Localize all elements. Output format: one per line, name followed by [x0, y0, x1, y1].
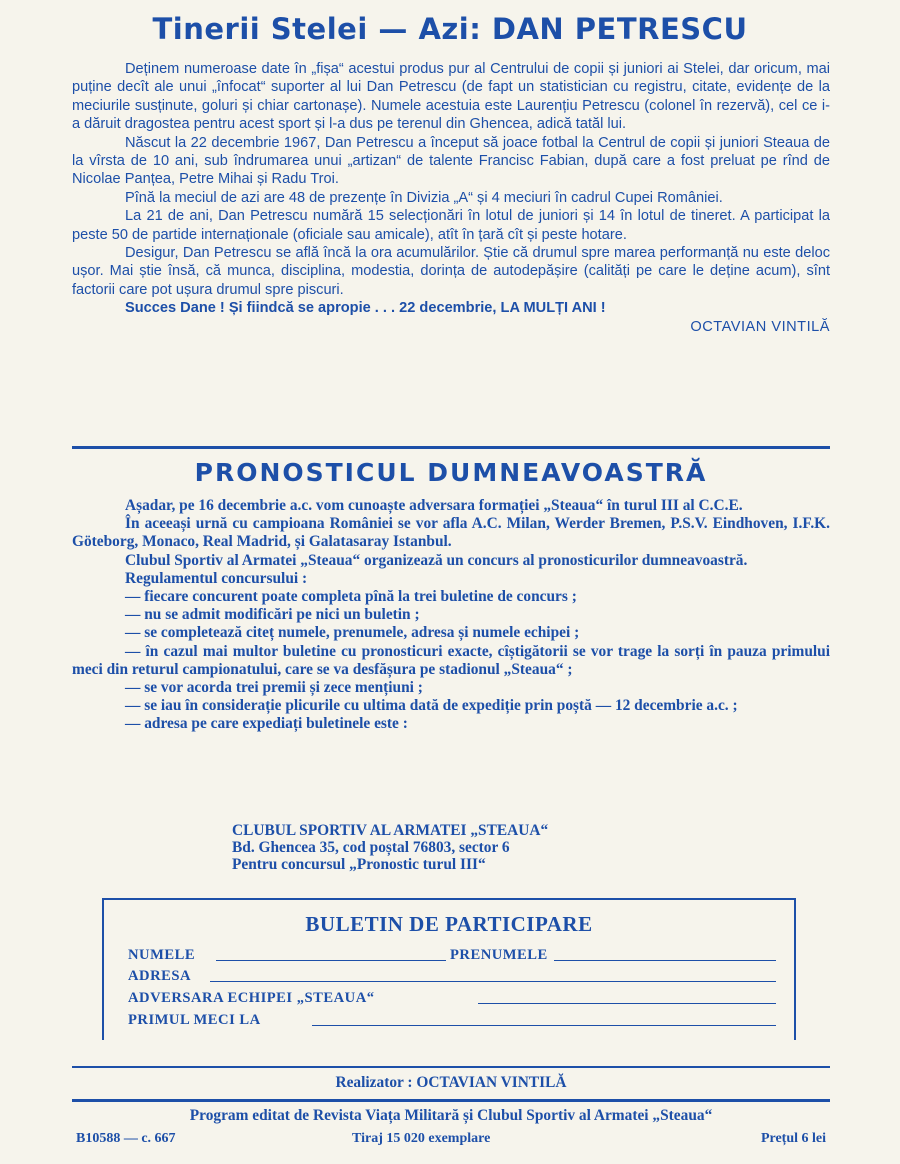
primul-meci-field[interactable]: [312, 1025, 776, 1026]
rule-item: — în cazul mai multor buletine cu pronosticuri exacte, cîștigătorii se vor trage la sorți în pauza primului meci din returul campionatului, care se va desfășura pe stadionul „Steaua“ ;: [72, 642, 830, 678]
prenumele-field[interactable]: [554, 960, 776, 961]
rule-item: — adresa pe care expediați buletinele este :: [125, 715, 408, 733]
rule-item: — fiecare concurent poate completa pînă la trei buletine de concurs ;: [125, 588, 577, 606]
footer-realizator: Realizator : OCTAVIAN VINTILĂ: [335, 1074, 567, 1091]
rule-item: — se iau în considerație plicurile cu ultima dată de expediție prin poștă — 12 decembrie a.c. ;: [125, 697, 738, 715]
adresa-field[interactable]: [210, 981, 776, 982]
address-line: Bd. Ghencea 35, cod poștal 76803, sector 6: [232, 839, 510, 856]
article-body: [72, 60, 830, 336]
contest-paragraph: Așadar, pe 16 decembrie a.c. vom cunoaște adversara formației „Steaua“ în turul III al C.C.E.: [125, 497, 743, 514]
footer-program: Program editat de Revista Viața Militară și Clubul Sportiv al Armatei „Steaua“: [189, 1107, 713, 1124]
article-paragraph: La 21 de ani, Dan Petrescu numără 15 selecționări în lotul de juniori și 14 în lotul de tineret. A participat la peste 50 de partide internaționale (oficiale sau amicale), atît în țară cît și peste hotare.: [72, 208, 830, 243]
print-run: Tiraj 15 020 exemplare: [352, 1131, 491, 1146]
article-greeting: Succes Dane ! Și fiindcă se apropie . . . 22 decembrie, LA MULȚI ANI !: [125, 300, 606, 317]
article-paragraph: Desigur, Dan Petrescu se află încă la ora acumulărilor. Știe că drumul spre marea performanță nu este deloc ușor. Mai știe însă, că munca, disciplina, modestia, dorința de autodepășire (calități pe care le deține acum), sînt factorii care pot ușura drumul spre piscuri.: [72, 245, 830, 298]
rule-item: — nu se admit modificări pe nici un buletin ;: [125, 606, 420, 624]
contest-title: PRONOSTICUL DUMNEAVOASTRĂ: [194, 458, 708, 487]
rule-item: — se vor acorda trei premii și zece mențiuni ;: [125, 679, 423, 697]
article-paragraph: Pînă la meciul de azi are 48 de prezențe în Divizia „A“ și 4 meciuri în cadrul Cupei României.: [125, 189, 723, 206]
numele-field[interactable]: [216, 960, 446, 961]
label-adversara: ADVERSARA ECHIPEI „STEAUA“: [128, 990, 375, 1006]
section-divider: [72, 446, 830, 449]
article-paragraph: Născut la 22 decembrie 1967, Dan Petrescu a început să joace fotbal la Centrul de copii și juniori Steaua de la vîrsta de 10 ani, sub îndrumarea unui „artizan“ de talente Francisc Fabian, după care a fost preluat pe rînd de Nicolae Panțea, Petre Mihai și Radu Troi.: [72, 134, 830, 188]
footer-divider-top: [72, 1066, 830, 1068]
label-primul-meci: PRIMUL MECI LA: [128, 1012, 261, 1028]
article-author: OCTAVIAN VINTILĂ: [690, 318, 830, 335]
contest-paragraph: În aceeași urnă cu campioana României se vor afla A.C. Milan, Werder Bremen, P.S.V. Eindhoven, I.F.K. Göteborg, Monaco, Real Madrid, și Galatasaray Istanbul.: [72, 515, 830, 551]
article-title: Tinerii Stelei — Azi: DAN PETRESCU: [152, 12, 748, 46]
price: Prețul 6 lei: [760, 1131, 826, 1146]
contest-body: [72, 497, 830, 734]
mailing-address: [232, 822, 732, 873]
adversara-field[interactable]: [478, 1003, 776, 1004]
contest-paragraph: Regulamentul concursului :: [125, 569, 308, 587]
print-code: B10588 — c. 667: [76, 1131, 176, 1146]
footer-divider-bottom: [72, 1099, 830, 1102]
rule-item: — se completează citeț numele, prenumele, adresa și numele echipei ;: [125, 624, 580, 642]
address-line: CLUBUL SPORTIV AL ARMATEI „STEAUA“: [232, 822, 549, 839]
label-adresa: ADRESA: [128, 968, 192, 984]
label-numele: NUMELE: [128, 947, 196, 963]
label-prenumele: PRENUMELE: [450, 947, 548, 963]
contest-paragraph: Clubul Sportiv al Armatei „Steaua“ organizează un concurs al pronosticurilor dumneavoastră.: [125, 551, 748, 569]
article-paragraph: Deținem numeroase date în „fișa“ acestui produs pur al Centrului de copii și juniori ai Stelei, dar oricum, mai puține decît ale unui „înfocat“ suporter al lui Dan Petrescu (de fapt un statistician cu registru, citate, evidențe de la meciurile susținute, goluri și chiar cartonașe). Numele acestuia este Laurențiu Petrescu (colonel în rezervă), cel ce i-a dăruit dragostea pentru acest sport și l-a dus pe terenul din Ghencea, adică tatăl lui.: [72, 61, 830, 133]
entry-form: [102, 898, 796, 1040]
form-title: BULETIN DE PARTICIPARE: [305, 912, 593, 936]
address-line: Pentru concursul „Pronostic turul III“: [232, 856, 486, 873]
footer-meta: [72, 1131, 830, 1151]
